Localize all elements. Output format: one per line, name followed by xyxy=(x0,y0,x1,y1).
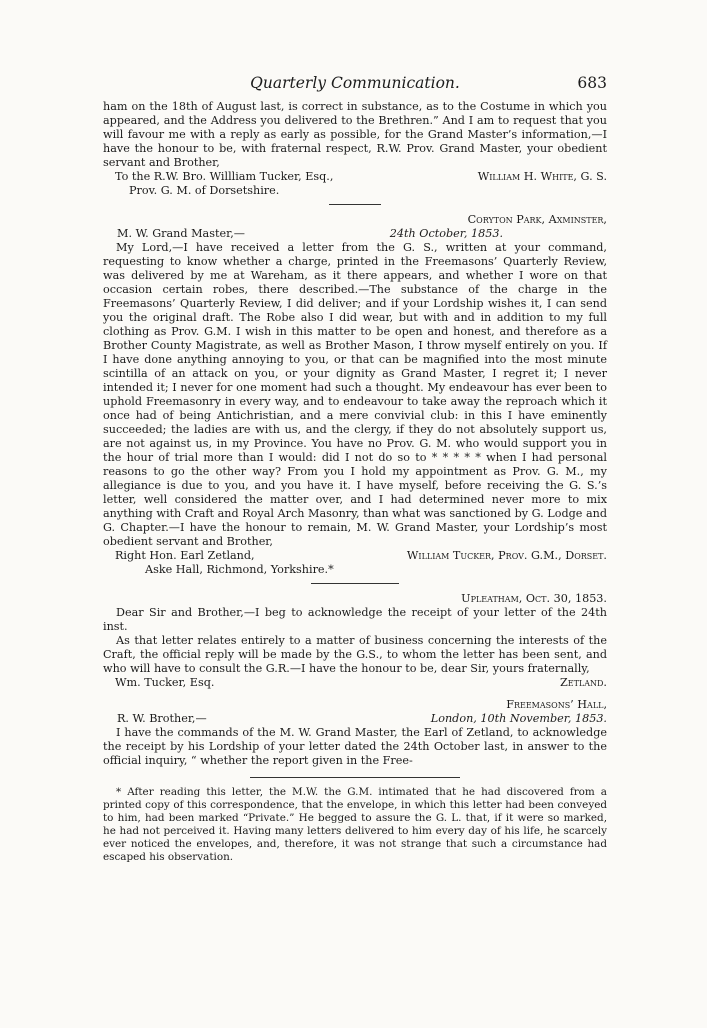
addressee: To the R.W. Bro. Willliam Tucker, Esq., xyxy=(115,170,334,183)
letter-tucker xyxy=(103,213,607,577)
signature: William H. White, G. S. xyxy=(477,170,607,183)
letter-place: Freemasons’ Hall, xyxy=(506,698,607,711)
addressee-row xyxy=(103,676,607,690)
running-header xyxy=(103,74,607,100)
signature: Zetland. xyxy=(559,676,607,689)
section-rule xyxy=(311,583,399,584)
salutation: R. W. Brother,— xyxy=(117,712,207,725)
salutation-row xyxy=(103,712,607,726)
letter-body: Dear Sir and Brother,—I beg to acknowledge the receipt of your letter of the 24th inst. xyxy=(103,606,607,633)
footnote-rule xyxy=(250,777,460,778)
salutation-row xyxy=(103,227,607,241)
letter-body: ham on the 18th of August last, is correct in substance, as to the Costume in which you appeared, and the Address you delivered to the Brethren.” And I am to request that you will favour me with a reply as early as possible, for the Grand Master’s information,—I have the honour to be, with fraternal respect, R.W. Prov. Grand Master, your obedient servant and Brother, xyxy=(103,100,607,169)
running-title: Quarterly Communication. xyxy=(250,74,460,92)
signature: William Tucker, Prov. G.M., Dorset. xyxy=(406,549,607,562)
addressee-row xyxy=(103,170,607,184)
footnote: * After reading this letter, the M.W. the G.M. intimated that he had discovered from a printed copy of this correspondence, that the envelope, in which this letter had been conveyed to him, had been marked “Private.” He begged to assure the G. L. that, if it were so marked, he had not perceived it. Having many letters delivered to him every day of his life, he scarcely ever noticed the envelopes, and, therefore, it was not strange that such a circumstance had escaped his observation. xyxy=(103,786,607,863)
letter-zetland xyxy=(103,592,607,690)
section-rule xyxy=(329,204,381,205)
letter-body: As that letter relates entirely to a matter of business concerning the interests of the Craft, the official reply will be made by the G.S., to whom the letter has been sent, and who will have to consult the G.R.—I have the honour to be, dear Sir, yours fraternally, xyxy=(103,634,607,675)
page-number: 683 xyxy=(577,74,607,92)
letter-date: 24th October, 1853. xyxy=(389,227,503,240)
letter-place-date: Upleatham, Oct. 30, 1853. xyxy=(461,592,607,605)
addressee: Wm. Tucker, Esq. xyxy=(115,676,215,689)
letter-place: Coryton Park, Axminster, xyxy=(467,213,607,226)
addressee-place: Aske Hall, Richmond, Yorkshire.* xyxy=(145,563,334,576)
letter-body: My Lord,—I have received a letter from the G. S., written at your command, requesting to know whether a charge, printed in the Freemasons’ Quarterly Review, was delivered by me at Wareham, as it there appears, and whether I wore on that occasion certain robes, there described.—The substance of the charge in the Freemasons’ Quarterly Review, I did deliver; and if your Lordship wishes it, I can send you the original draft. The Robe also I did wear, but with and in addition to my full clothing as Prov. G.M. I wish in this matter to be open and honest, and therefore as a Brother County Magistrate, as well as Brother Mason, I throw myself entirely on you. If I have done anything annoying to you, or that can be magnified into the most minute scintilla of an attack on you, or your dignity as Grand Master, I regret it; I never intended it; I never for one moment had such a thought. My endeavour has ever been to uphold Freemasonry in every way, and to endeavour to take away the reproach which it once had of being Antichristian, and a mere convivial club: in this I have eminently succeeded; the ladies are with us, and the clergy, if they do not absolutely support us, are not against us, in my Province. You have no Prov. G. M. who would support you in the hour of trial more than I would: did I not do so to * * * * * when I had personal reasons to go the other way? From you I hold my appointment as Prov. G. M., my allegiance is due to you, and you have it. I have myself, before receiving the G. S.’s letter, well considered the matter over, and I had determined never more to mix anything with Craft and Royal Arch Masonry, than what was sanctioned by G. Lodge and G. Chapter.—I have the honour to remain, M. W. Grand Master, your Lordship’s most obedient servant and Brother, xyxy=(103,241,607,548)
letter-date: London, 10th November, 1853. xyxy=(430,712,607,725)
addressee: Right Hon. Earl Zetland, xyxy=(115,549,255,562)
letter-body: I have the commands of the M. W. Grand Master, the Earl of Zetland, to acknowledge the receipt by his Lordship of your letter dated the 24th October last, in answer to the official inquiry, “ whether the report given in the Free- xyxy=(103,726,607,767)
addressee-title: Prov. G. M. of Dorsetshire. xyxy=(129,184,280,197)
letter-white xyxy=(103,100,607,198)
salutation: M. W. Grand Master,— xyxy=(117,227,245,240)
letter-freemasons-hall xyxy=(103,698,607,768)
addressee-row xyxy=(103,549,607,563)
document-page xyxy=(103,74,607,864)
